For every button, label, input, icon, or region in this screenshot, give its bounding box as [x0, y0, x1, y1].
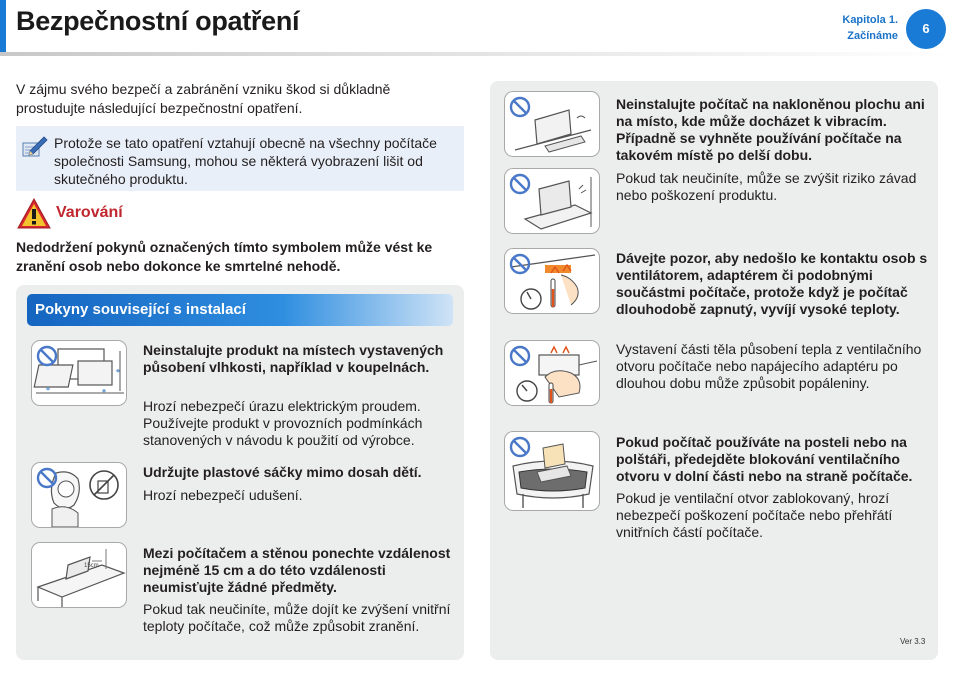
- tilted-surface-illustration: [504, 91, 600, 157]
- warning-triangle-icon: [16, 197, 52, 236]
- prohibited-icon: [36, 467, 58, 494]
- header-divider: [0, 52, 954, 56]
- chapter-label: [842, 12, 898, 44]
- item-plastic-bags-text: Hrozí nebezpečí udušení.: [143, 487, 303, 503]
- page-title: Bezpečnostní opatření: [16, 6, 300, 36]
- header-accent-bar: [0, 0, 6, 52]
- page-number-badge: 6: [906, 9, 946, 49]
- note-pencil-icon: [22, 134, 48, 163]
- item-tilted-surface-heading: Neinstalujte počítač na nakloněnou plochu ani na místo, kde může docházet k vibracím. Případně se vyhněte používání počítače na takovém místě po delší dobu.: [616, 96, 925, 163]
- item-heat-text: Vystavení části těla působení tepla z ventilačního otvoru počítače nebo napájecího adaptéru po dlouhou dobu může způsobit popáleniny.: [616, 341, 922, 391]
- vibration-illustration: [504, 168, 600, 234]
- prohibited-icon: [509, 345, 531, 372]
- prohibited-icon: [509, 96, 531, 123]
- humidity-illustration: [31, 340, 127, 406]
- prohibited-icon: [509, 436, 531, 463]
- version-label: Ver 3.3: [900, 637, 926, 646]
- section-heading: Pokyny související s instalací: [27, 294, 453, 326]
- intro-paragraph: V zájmu svého bezpečí a zabránění vzniku škod si důkladně prostudujte následující bezpečnostní opatření.: [16, 81, 391, 116]
- distance-label: 15cm: [84, 563, 99, 569]
- prohibited-icon: [36, 345, 58, 372]
- chapter-number: Kapitola 1.: [842, 14, 898, 26]
- adapter-heat-illustration: [504, 340, 600, 406]
- item-wall-distance-heading: Mezi počítačem a stěnou ponechte vzdálenost nejméně 15 cm a do této vzdálenosti neumisťujte žádné předměty.: [143, 545, 451, 595]
- item-bed-heading: Pokud počítač používáte na posteli nebo na polštáři, předejděte blokování ventilačního otvoru v dolní části nebo na straně počítače.: [616, 434, 913, 484]
- note-box: [16, 126, 464, 191]
- prohibited-icon: [509, 253, 531, 280]
- item-plastic-bags-heading: Udržujte plastové sáčky mimo dosah dětí.: [143, 464, 422, 480]
- warning-text: Nedodržení pokynů označených tímto symbolem může vést ke zranění osob nebo dokonce ke smrtelné nehodě.: [16, 239, 433, 274]
- plastic-bag-illustration: [31, 462, 127, 528]
- chapter-name: Začínáme: [847, 30, 898, 42]
- item-bed-text: Pokud je ventilační otvor zablokovaný, hrozí nebezpečí poškození počítače nebo přehřátí vnitřních částí počítače.: [616, 490, 893, 540]
- item-humidity-text: Hrozí nebezpečí úrazu elektrickým proudem. Používejte produkt v provozních podmínkách stanovených v návodu k použití od výrobce.: [143, 398, 423, 448]
- item-heat-heading: Dávejte pozor, aby nedošlo ke kontaktu osob s ventilátorem, adaptérem či podobnými součástmi počítače, protože když je počítač dlouhodobě zapnutý, vyvíjí vysoké teploty.: [616, 250, 928, 317]
- item-wall-distance-text: Pokud tak neučiníte, může dojít ke zvýšení vnitřní teploty počítače, což může způsobit zranění.: [143, 601, 451, 634]
- wall-distance-illustration: [31, 542, 127, 608]
- warning-title: Varování: [56, 204, 123, 221]
- fan-heat-illustration: [504, 248, 600, 314]
- item-tilted-surface-text: Pokud tak neučiníte, může se zvýšit riziko závad nebo poškození produktu.: [616, 170, 917, 203]
- prohibited-icon: [509, 173, 531, 200]
- bed-pillow-illustration: [504, 431, 600, 511]
- page-header: [0, 0, 954, 52]
- item-humidity-heading: Neinstalujte produkt na místech vystavených působení vlhkosti, například v koupelnách.: [143, 342, 444, 375]
- note-text: Protože se tato opatření vztahují obecně na všechny počítače společnosti Samsung, mohou se některá vyobrazení lišit od skutečného produktu.: [54, 135, 437, 187]
